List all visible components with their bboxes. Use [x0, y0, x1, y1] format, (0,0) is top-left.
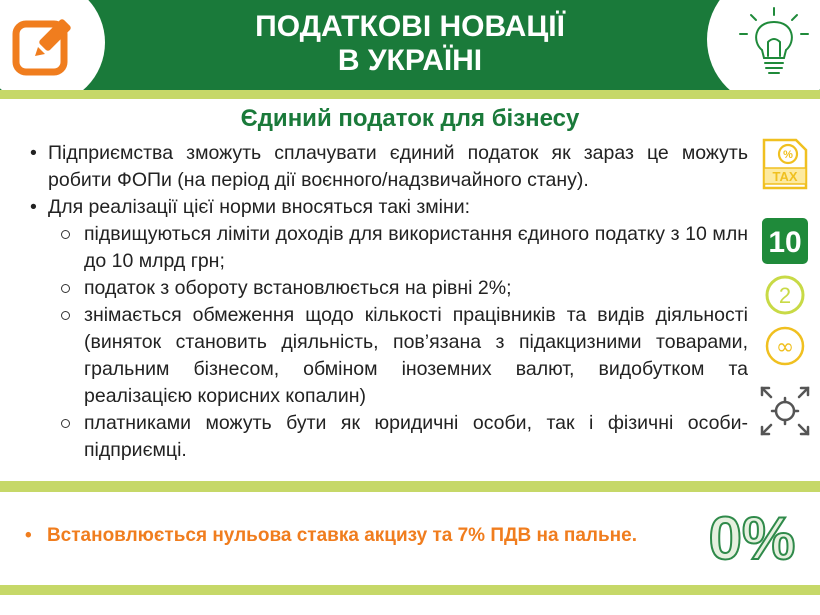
circle-bullet-icon [61, 311, 70, 320]
gear-arrows-icon [758, 384, 812, 438]
bullet-marker: • [30, 142, 37, 164]
circle-bullet-icon [61, 284, 70, 293]
list-item [28, 194, 748, 221]
sub-item-text: податок з обороту встановлюється на рівні 2%; [84, 277, 512, 299]
divider-band-top [0, 90, 820, 99]
sub-list-item [28, 275, 748, 302]
page-title [150, 10, 670, 78]
lightbulb-icon [734, 6, 814, 84]
tax-label: TAX [772, 169, 798, 184]
title-line-2: В УКРАЇНІ [337, 44, 483, 77]
sub-item-text: підвищуються ліміти доходів для використання єдиного податку з 10 млн до 10 млрд грн; [84, 223, 748, 272]
number-ten-icon [762, 218, 808, 264]
infinity-label: ∞ [775, 335, 795, 360]
svg-text:%: % [783, 149, 793, 161]
list-item-text: Підприємства зможуть сплачувати єдиний податок як зараз це можуть робити ФОПи (на період дії воєнного/надзвичайного стану). [48, 142, 748, 191]
section-title: Єдиний податок для бізнесу [240, 105, 580, 132]
fuel-tax-text: Встановлюється нульова ставка акцизу та 7% ПДВ на пальне. [46, 525, 637, 546]
circle-bullet-icon [61, 230, 70, 239]
bullet-marker: • [30, 196, 37, 218]
number-two-icon [764, 274, 806, 316]
content-list [28, 140, 748, 464]
edit-note-icon [8, 10, 78, 80]
bullet-marker: • [25, 525, 32, 546]
ten-label: 10 [768, 226, 802, 259]
infinity-icon [764, 325, 806, 367]
circle-bullet-icon [61, 419, 70, 428]
list-item-text: Для реалізації цієї норми вносяться такі зміни: [48, 196, 471, 218]
zero-percent-label: 0% [708, 505, 796, 567]
divider-band-middle [0, 481, 820, 492]
sub-item-text: платниками можуть бути як юридичні особи, так і фізичні особи-підприємці. [84, 412, 748, 461]
zero-percent-icon [700, 505, 805, 567]
divider-band-bottom [0, 585, 820, 595]
header-bar [0, 0, 820, 90]
sub-list-item [28, 221, 748, 275]
sub-list-item [28, 302, 748, 410]
list-item [28, 140, 748, 194]
two-label: 2 [778, 283, 792, 308]
sub-list-item [28, 410, 748, 464]
fuel-tax-note [25, 525, 637, 547]
title-line-1: ПОДАТКОВІ НОВАЦІЇ [255, 10, 565, 43]
tax-document-icon [758, 136, 810, 192]
sub-item-text: знімається обмеження щодо кількості працівників та видів діяльності (виняток становить діяльність, пов’язана з підакцизними товарами, гральним бізнесом, обміном іноземних валют, видобутком та реалізацією корисних копалин) [84, 304, 748, 407]
